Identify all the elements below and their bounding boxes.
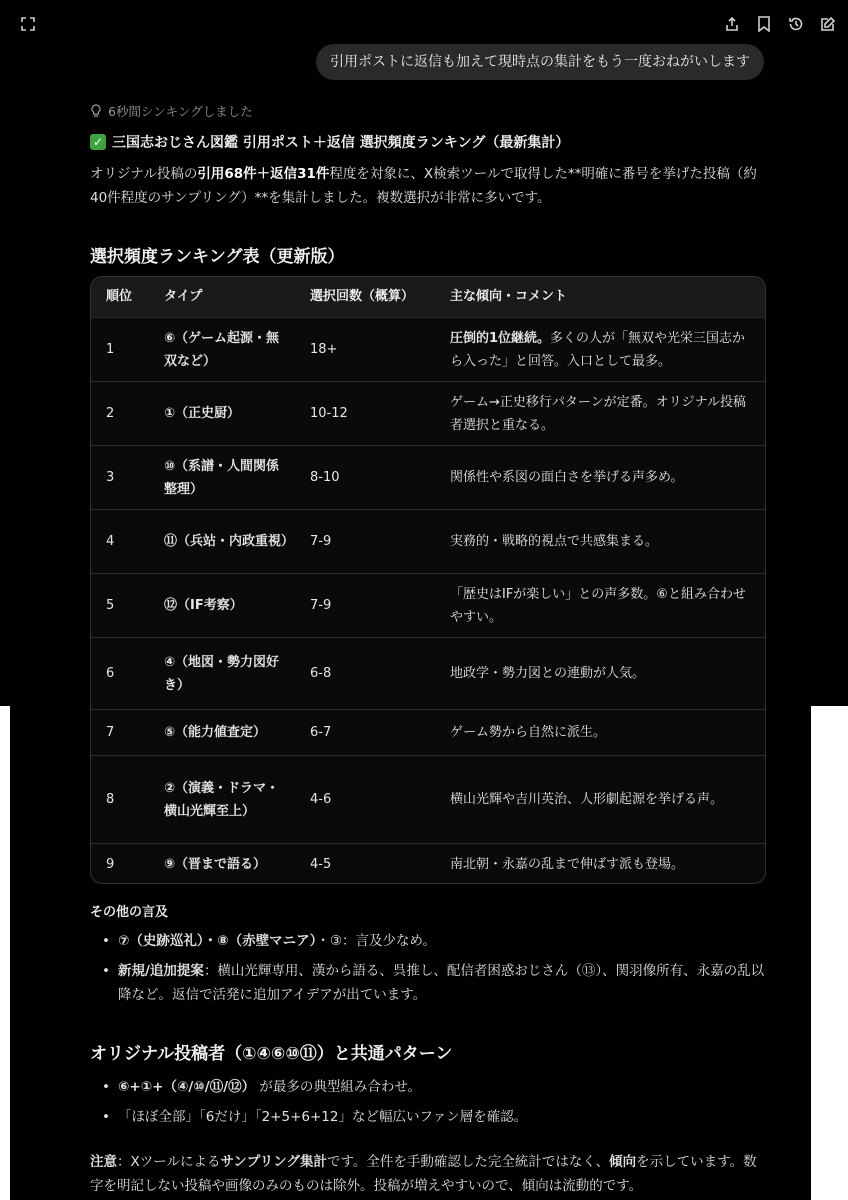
thinking-indicator[interactable] xyxy=(90,102,253,120)
note-text: ：Xツールによる xyxy=(117,1154,221,1170)
cell-type xyxy=(164,318,289,381)
cell-comment xyxy=(450,574,755,637)
cell-type xyxy=(164,382,289,445)
cell-comment-text: 横山光輝や吉川英治、人形劇起源を挙げる声。 xyxy=(450,792,724,807)
header-type: タイプ xyxy=(164,289,203,304)
cell-type xyxy=(164,756,289,843)
note-text: です。全件を手動確認した完全統計ではなく、 xyxy=(327,1154,610,1170)
cell-rank xyxy=(106,382,114,445)
table-row xyxy=(91,317,765,381)
cell-type xyxy=(164,844,289,884)
cell-count-text: 6-7 xyxy=(310,725,332,740)
cell-rank xyxy=(106,710,114,755)
list-item-bold: ⑦（史跡巡礼）・⑧（赤壁マニア） xyxy=(118,933,317,949)
table-row xyxy=(91,381,765,445)
cell-count xyxy=(310,844,331,884)
cell-comment-text: 実務的・戦略的視点で共感集まる。 xyxy=(450,534,659,549)
list-item-text: 「ほぼ全部」「6だけ」「2+5+6+12」など幅広いファン層を確認。 xyxy=(118,1109,528,1125)
cell-comment-text: ゲーム→正史移行パターンが定番。オリジナル投稿者選択と重なる。 xyxy=(450,394,746,433)
table-row xyxy=(91,445,765,509)
cell-count-text: 7-9 xyxy=(310,534,332,549)
list-item xyxy=(102,929,767,953)
cell-comment xyxy=(450,756,755,843)
cell-rank xyxy=(106,318,114,381)
cell-rank-text: 1 xyxy=(106,342,115,357)
cell-type-text: ②（演義・ドラマ・横山光輝至上） xyxy=(164,780,280,819)
list-item xyxy=(102,959,767,1007)
cell-comment-text: 地政学・勢力図との連動が人気。 xyxy=(450,666,646,681)
cell-count-text: 10-12 xyxy=(310,406,348,421)
cell-comment xyxy=(450,446,755,509)
list-item-bold: ⑥+①+（④/⑩/⑪/⑫） xyxy=(118,1079,256,1095)
response-title xyxy=(90,132,569,152)
cell-type-text: ⑨（晋まで語る） xyxy=(164,857,267,872)
cell-type xyxy=(164,638,289,709)
cell-rank-text: 3 xyxy=(106,470,115,485)
expand-icon[interactable] xyxy=(18,14,38,34)
cell-count xyxy=(310,446,340,509)
cell-count-text: 4-5 xyxy=(310,857,332,872)
cell-type-text: ⑪（兵站・内政重視） xyxy=(164,534,295,549)
cell-comment-text: 多くの人が「無双や光栄三国志から入った」と回答。入口として最多。 xyxy=(450,330,746,369)
cell-rank-text: 5 xyxy=(106,598,115,613)
intro-bold: 引用68件＋返信31件 xyxy=(197,166,330,182)
ranking-table xyxy=(90,276,766,884)
table-row xyxy=(91,755,765,843)
header-rank: 順位 xyxy=(106,289,133,304)
list-item xyxy=(102,1105,767,1129)
cell-type-text: ⑤（能力値査定） xyxy=(164,725,267,740)
cell-rank xyxy=(106,638,114,709)
other-mentions-heading: その他の言及 xyxy=(90,905,169,920)
cell-rank xyxy=(106,574,114,637)
check-icon: ✓ xyxy=(90,134,106,150)
pattern-list xyxy=(102,1075,767,1135)
share-icon[interactable] xyxy=(722,14,742,34)
cell-count-text: 7-9 xyxy=(310,598,332,613)
table-header xyxy=(91,277,765,317)
cell-count-text: 8-10 xyxy=(310,470,340,485)
thinking-label: 6秒間シンキングしました xyxy=(108,104,253,119)
edit-icon[interactable] xyxy=(818,14,838,34)
cell-comment xyxy=(450,710,755,755)
cell-comment-bold: 圧倒的1位継続。 xyxy=(450,330,551,346)
cell-count xyxy=(310,382,348,445)
cell-rank-text: 8 xyxy=(106,792,115,807)
cell-rank-text: 9 xyxy=(106,857,115,872)
cell-count-text: 6-8 xyxy=(310,666,332,681)
cell-comment xyxy=(450,844,755,884)
bookmark-icon[interactable] xyxy=(754,14,774,34)
note-bold: 傾向 xyxy=(609,1154,637,1170)
table-row xyxy=(91,709,765,755)
cell-rank-text: 7 xyxy=(106,725,115,740)
intro-text-a: オリジナル投稿の xyxy=(90,166,198,182)
cell-count xyxy=(310,638,331,709)
cell-type xyxy=(164,574,289,637)
cell-type-text: ①（正史厨） xyxy=(164,406,241,421)
cell-comment xyxy=(450,318,755,381)
pattern-heading: オリジナル投稿者（①④⑥⑩⑪）と共通パターン xyxy=(90,1044,453,1064)
cell-type-text: ⑥（ゲーム起源・無双など） xyxy=(164,330,280,369)
note-paragraph xyxy=(90,1150,770,1198)
cell-rank-text: 6 xyxy=(106,666,115,681)
cell-comment-text: ゲーム勢から自然に派生。 xyxy=(450,725,607,740)
cell-comment-text: 「歴史はIFが楽しい」との声多数。⑥と組み合わせやすい。 xyxy=(450,586,746,625)
cell-count-text: 18+ xyxy=(310,342,338,357)
list-item-bold: 新規/追加提案 xyxy=(118,963,204,979)
list-item xyxy=(102,1075,767,1099)
header-count: 選択回数（概算） xyxy=(310,289,415,304)
cell-rank xyxy=(106,844,114,884)
ranking-heading: 選択頻度ランキング表（更新版） xyxy=(90,247,345,267)
cell-type-text: ⑫（IF考察） xyxy=(164,598,243,613)
table-row xyxy=(91,637,765,709)
cell-rank-text: 2 xyxy=(106,406,115,421)
cell-count xyxy=(310,710,331,755)
cell-count xyxy=(310,756,331,843)
intro-paragraph xyxy=(90,162,770,210)
list-item-text: ・③：言及少なめ。 xyxy=(316,933,436,949)
cell-count xyxy=(310,510,331,573)
cell-count-text: 4-6 xyxy=(310,792,332,807)
cell-count xyxy=(310,318,337,381)
cell-comment-text: 関係性や系図の面白さを挙げる声多め。 xyxy=(450,470,684,485)
table-row xyxy=(91,509,765,573)
cell-rank xyxy=(106,446,114,509)
cell-comment xyxy=(450,638,755,709)
cell-rank xyxy=(106,510,114,573)
user-message-bubble: 引用ポストに返信も加えて現時点の集計をもう一度おねがいします xyxy=(316,44,764,80)
note-bold: サンプリング集計 xyxy=(220,1154,327,1170)
list-item-text: が最多の典型組み合わせ。 xyxy=(255,1079,422,1095)
table-row xyxy=(91,573,765,637)
cell-comment-text: 南北朝・永嘉の乱まで伸ばす派も登場。 xyxy=(450,857,685,872)
cell-rank-text: 4 xyxy=(106,534,115,549)
cell-type-text: ④（地図・勢力図好き） xyxy=(164,654,280,693)
table-row xyxy=(91,843,765,884)
lightbulb-icon xyxy=(90,104,102,118)
cell-comment xyxy=(450,510,755,573)
other-mentions-list xyxy=(102,929,767,1013)
cell-type xyxy=(164,446,289,509)
cell-count xyxy=(310,574,331,637)
cell-type-text: ⑩（系譜・人間関係整理） xyxy=(164,458,280,497)
list-item-text: ：横山光輝専用、漢から語る、呉推し、配信者困惑おじさん（⑬）、関羽像所有、永嘉の乱以降など。返信で活発に追加アイデアが出ています。 xyxy=(118,963,765,1003)
cell-type xyxy=(164,510,295,573)
intro-text-b: 程度を対象に、X検索ツールで取得した**明確に番号を挙げた投稿（約40件程度のサンプリング）**を集計しました。複数選択が非常に多いです。 xyxy=(90,166,757,206)
note-text: を示しています。数字を明記しない投稿や画像のみのものは除外。投稿が増えやすいので、傾向は流動的です。 xyxy=(90,1154,757,1194)
header-comment: 主な傾向・コメント xyxy=(450,289,568,304)
cell-comment xyxy=(450,382,755,445)
cell-type xyxy=(164,710,289,755)
history-icon[interactable] xyxy=(786,14,806,34)
cell-rank xyxy=(106,756,114,843)
note-label: 注意 xyxy=(90,1154,117,1170)
response-title-text: 三国志おじさん図鑑 引用ポスト＋返信 選択頻度ランキング（最新集計） xyxy=(112,135,570,151)
